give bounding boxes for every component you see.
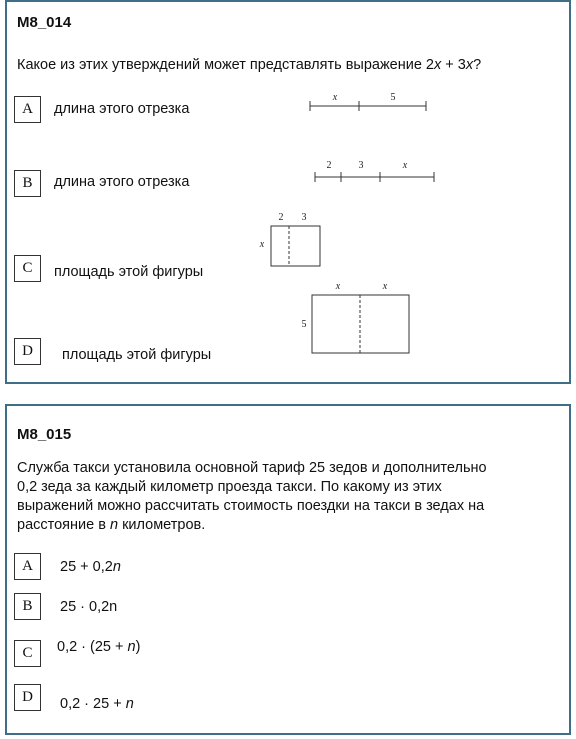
rectangle-figure-d (297, 278, 427, 358)
segment-label: 2 (326, 160, 332, 171)
option-a-text: длина этого отрезка (54, 101, 190, 117)
question-text (17, 459, 487, 535)
question-id: M8_014 (17, 14, 72, 31)
dimension-label: 5 (301, 319, 307, 330)
dimension-label: 2 (278, 212, 284, 223)
option-d-text: площадь этой фигуры (62, 347, 212, 363)
question-text: Какое из этих утверждений может представлять выражение 2x + 3x? (17, 57, 482, 73)
dimension-label: x (259, 239, 265, 250)
option-c-box[interactable]: C (14, 255, 41, 282)
option-a-box[interactable]: A (14, 96, 41, 123)
segment-label: 5 (390, 92, 396, 103)
segment-figure-a (297, 90, 437, 116)
segment-label: x (332, 92, 338, 103)
option-b-box[interactable]: B (14, 170, 41, 197)
option-d-box[interactable]: D (14, 338, 41, 365)
option-b-box[interactable]: B (14, 593, 41, 620)
option-c-text: 0,2 · (25 + n) (57, 639, 141, 655)
option-d-box[interactable]: D (14, 684, 41, 711)
option-d-text: 0,2 · 25 + n (60, 696, 134, 712)
question-line: выражений можно рассчитать стоимость поездки на такси в зедах на (17, 498, 485, 514)
option-a-text: 25 + 0,2n (60, 559, 121, 575)
question-line: расстояние в n километров. (17, 517, 206, 533)
question-id: M8_015 (17, 426, 72, 443)
option-b-text: длина этого отрезка (54, 174, 190, 190)
dimension-label: 3 (301, 212, 307, 223)
dimension-label: x (382, 281, 388, 292)
segment-figure-b (303, 156, 443, 188)
dimension-label: x (335, 281, 341, 292)
rectangle-figure-c (257, 206, 327, 270)
segment-label: x (402, 160, 408, 171)
option-a-box[interactable]: A (14, 553, 41, 580)
segment-label: 3 (358, 160, 364, 171)
question-card-m8-015 (5, 404, 571, 735)
option-c-box[interactable]: C (14, 640, 41, 667)
question-line: 0,2 зеда за каждый километр проезда такси. По какому из этих (17, 479, 442, 495)
question-card-m8-014 (5, 0, 571, 384)
option-b-text: 25 · 0,2n (60, 599, 118, 615)
option-c-text: площадь этой фигуры (54, 264, 204, 280)
question-line: Служба такси установила основной тариф 25 зедов и дополнительно (17, 460, 487, 476)
